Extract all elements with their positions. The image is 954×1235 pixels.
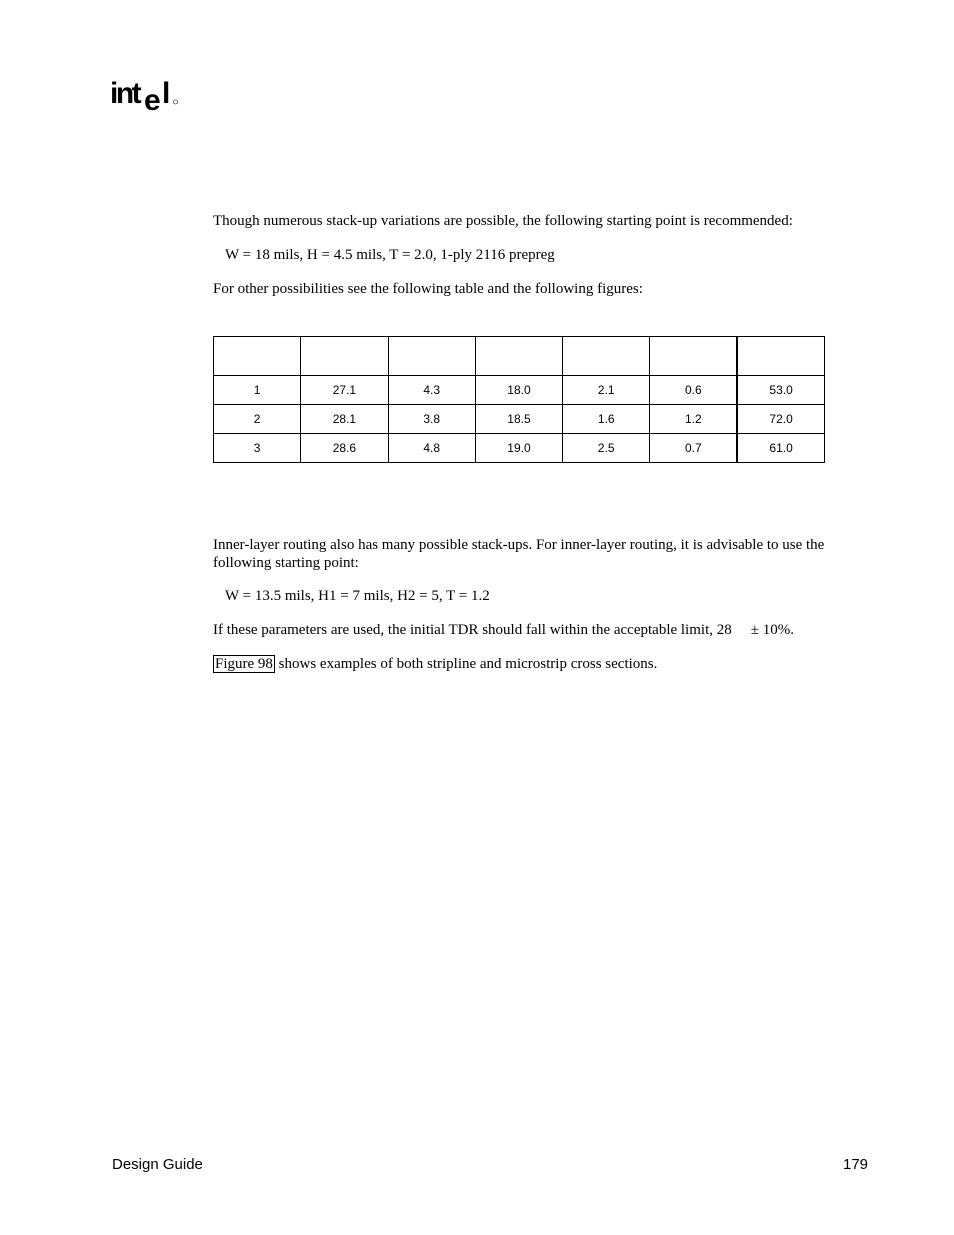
- table-cell: 28.1: [301, 405, 388, 434]
- figure-98-link[interactable]: Figure 98: [215, 656, 273, 672]
- table-cell: 3.8: [388, 405, 475, 434]
- table-cell: 4.3: [388, 376, 475, 405]
- recommended-stackup: W = 18 mils, H = 4.5 mils, T = 2.0, 1-ply 2116 prepreg: [225, 247, 555, 263]
- intel-logo: [110, 72, 182, 116]
- figure-reference-text: shows examples of both stripline and microstrip cross sections.: [274, 656, 658, 672]
- table-header-cell: [737, 337, 824, 376]
- table-cell: 27.1: [301, 376, 388, 405]
- table-header-cell: [475, 337, 562, 376]
- tdr-paragraph: [213, 621, 794, 639]
- intel-logo-text: int: [110, 77, 140, 110]
- table-cell: 28.6: [301, 434, 388, 463]
- table-cell: 2: [214, 405, 301, 434]
- inner-layer-paragraph: Inner-layer routing also has many possible stack-ups. For inner-layer routing, it is advisable to use the following starting point:: [213, 537, 825, 571]
- svg-text:l: l: [162, 77, 171, 110]
- table-cell: 19.0: [475, 434, 562, 463]
- table-cell: 2.1: [563, 376, 650, 405]
- figure-reference-paragraph: [213, 655, 657, 673]
- table-cell: 53.0: [737, 376, 824, 405]
- intro-paragraph: Though numerous stack-up variations are possible, the following starting point is recommended:: [213, 213, 793, 229]
- table-cell: 61.0: [737, 434, 824, 463]
- table-cell: 1.6: [563, 405, 650, 434]
- table-cell: 18.5: [475, 405, 562, 434]
- table-header-cell: [650, 337, 737, 376]
- table-row: [214, 376, 825, 405]
- table-cell: 18.0: [475, 376, 562, 405]
- table-header-cell: [214, 337, 301, 376]
- table-header-cell: [563, 337, 650, 376]
- table-row: [214, 405, 825, 434]
- page-number: 179: [843, 1156, 869, 1173]
- tdr-tolerance: ± 10%.: [750, 622, 794, 638]
- table-cell: 1: [214, 376, 301, 405]
- footer-title: Design Guide: [112, 1156, 203, 1173]
- inner-starting-point: W = 13.5 mils, H1 = 7 mils, H2 = 5, T = 1.2: [225, 588, 490, 604]
- table-cell: 3: [214, 434, 301, 463]
- table-cell: 72.0: [737, 405, 824, 434]
- table-header-cell: [388, 337, 475, 376]
- table-cell: 2.5: [563, 434, 650, 463]
- other-possibilities-text: For other possibilities see the following table and the following figures:: [213, 281, 643, 297]
- table-cell: 1.2: [650, 405, 737, 434]
- table-cell: 4.8: [388, 434, 475, 463]
- table-cell: 0.7: [650, 434, 737, 463]
- tdr-text: If these parameters are used, the initial TDR should fall within the acceptable limit, 28: [213, 622, 732, 638]
- table-header-cell: [301, 337, 388, 376]
- table-cell: 0.6: [650, 376, 737, 405]
- stackup-table: [213, 336, 825, 463]
- svg-text:e: e: [144, 84, 161, 116]
- table-row: [214, 434, 825, 463]
- table-header-row: [214, 337, 825, 376]
